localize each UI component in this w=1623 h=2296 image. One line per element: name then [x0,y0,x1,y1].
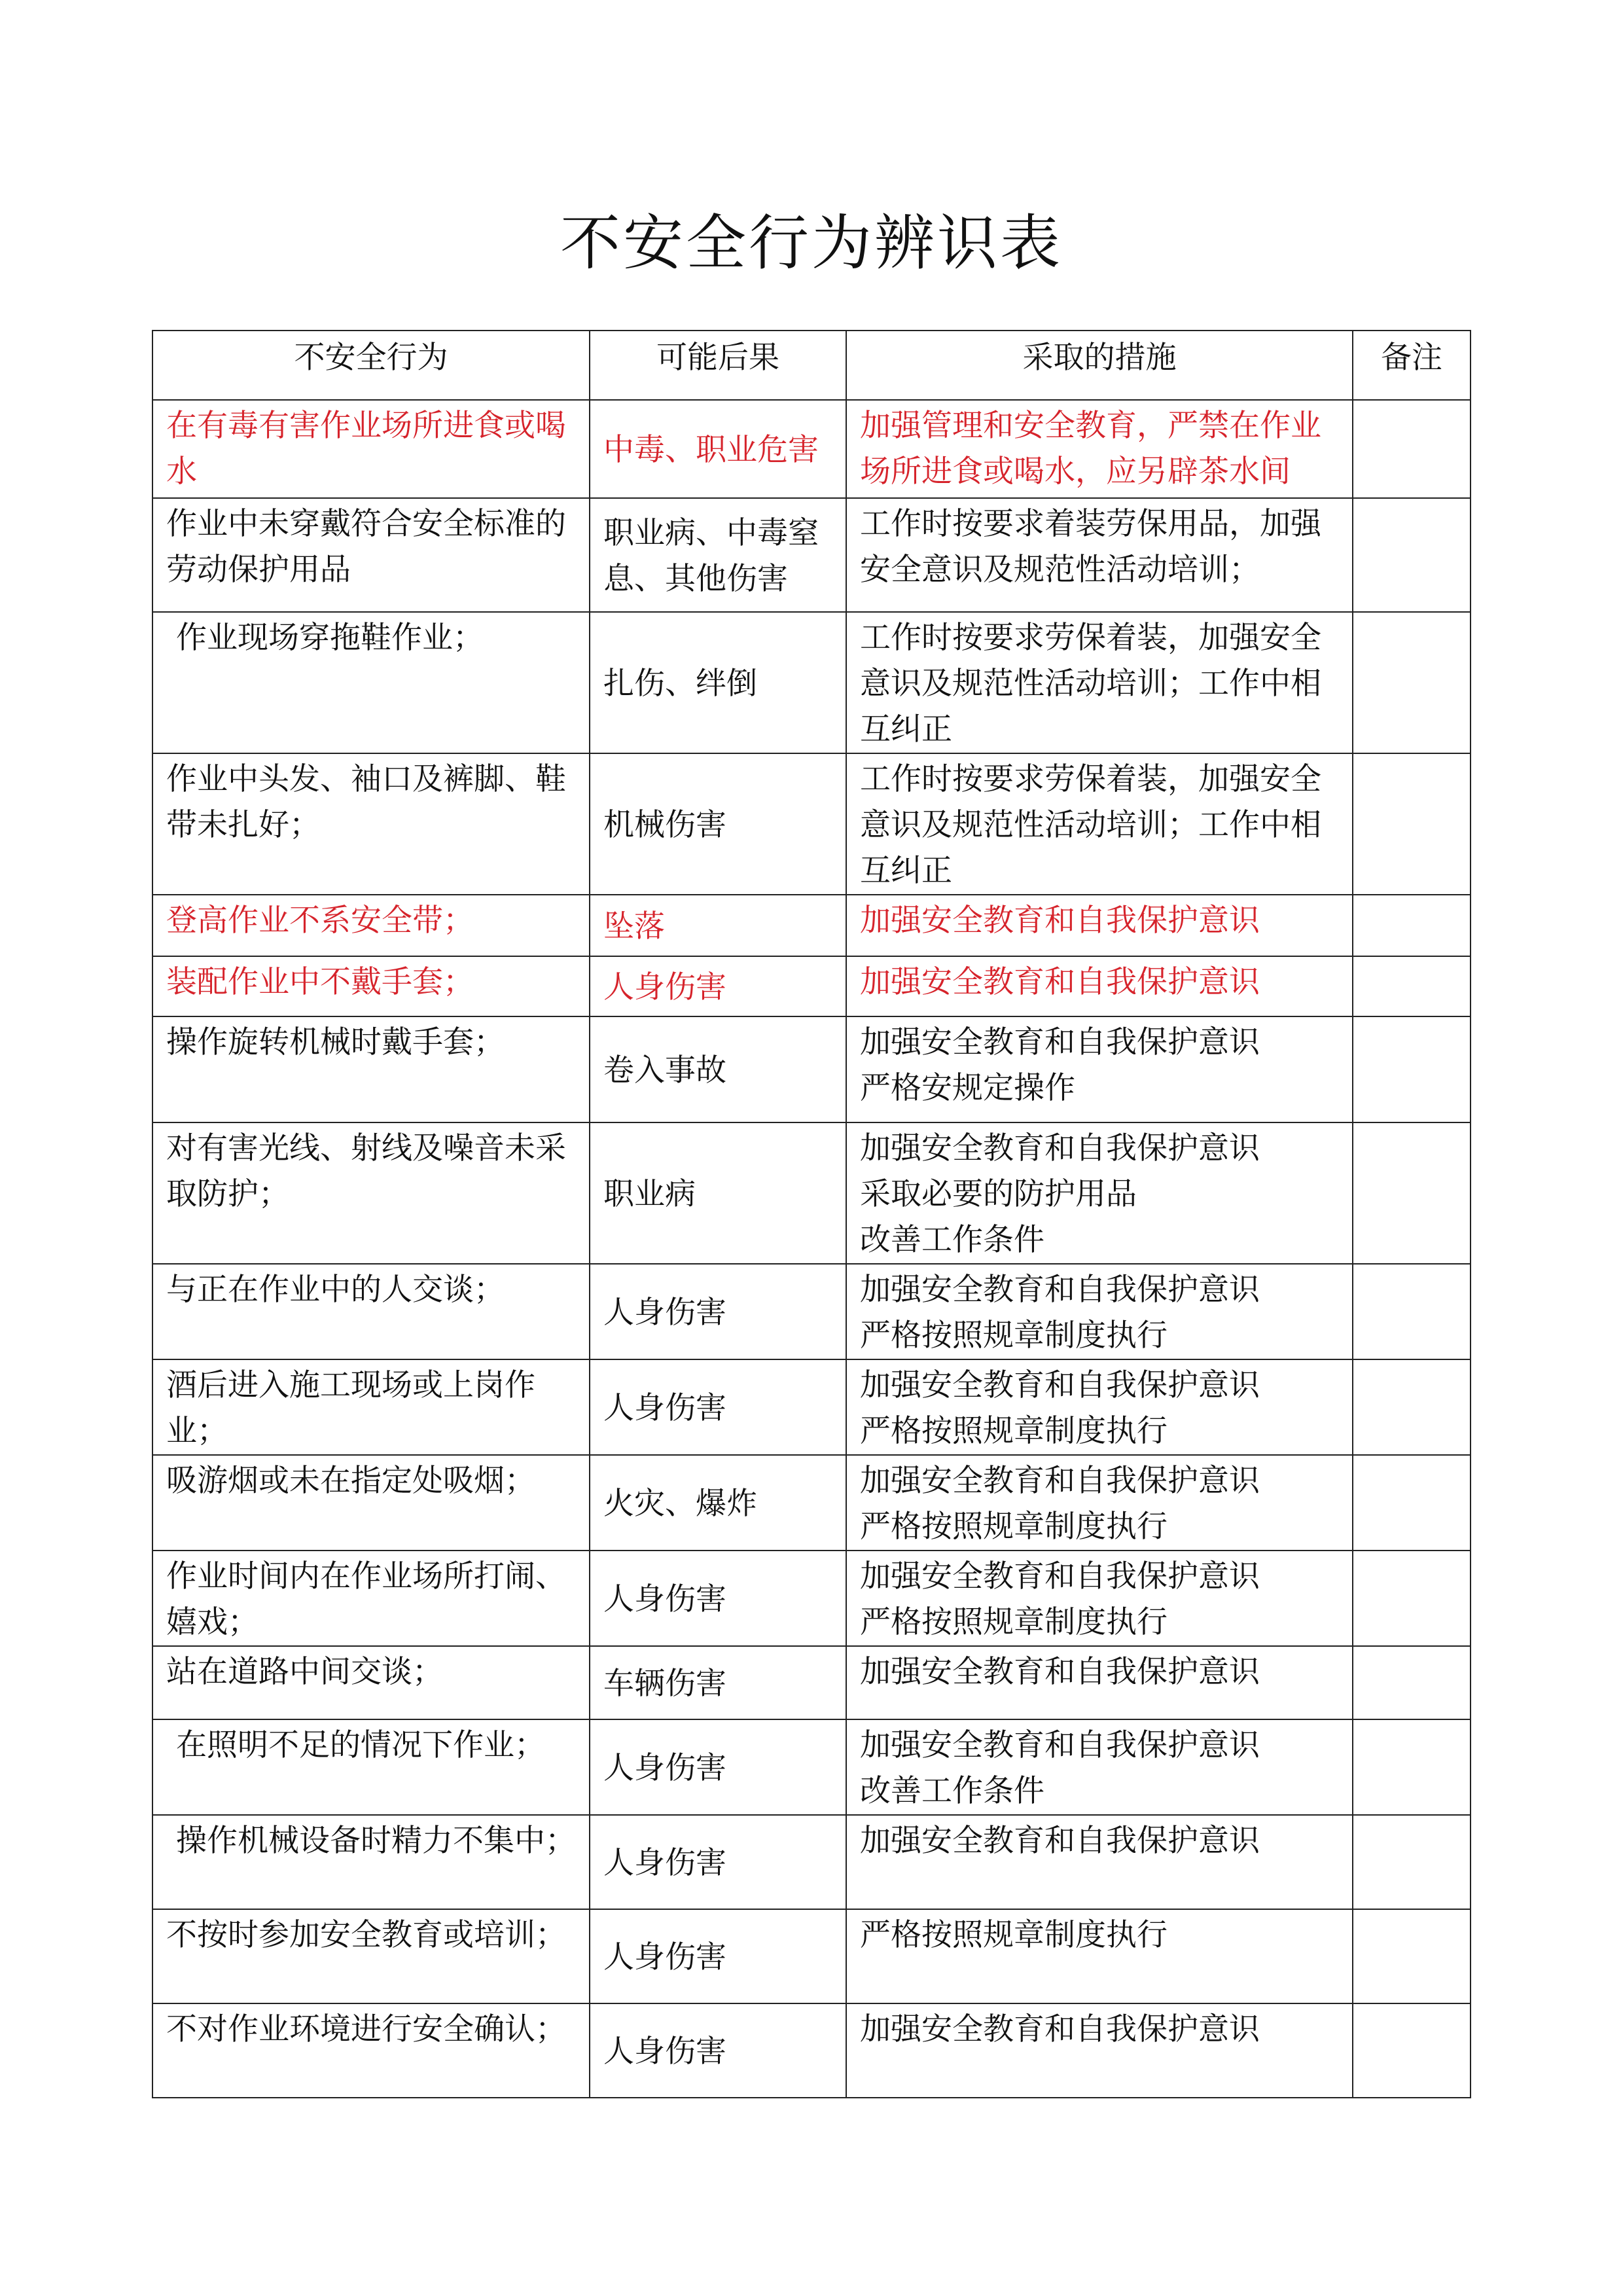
measure-line: 加强安全教育和自我保护意识 [860,1654,1260,1690]
table-row [152,956,1471,1016]
note-cell [1353,1016,1471,1122]
table-row [152,2003,1471,2098]
note-cell [1353,498,1471,612]
note-cell [1353,753,1471,895]
consequence-cell: 人身伤害 [590,956,846,1016]
behavior-cell: 作业中未穿戴符合安全标准的劳动保护用品 [152,498,590,612]
table-header-row [152,331,1471,400]
measure-line: 加强安全教育和自我保护意识 [860,1272,1260,1308]
behavior-cell: 作业现场穿拖鞋作业； [152,612,590,753]
table-row [152,1909,1471,2003]
measure-line: 加强安全教育和自我保护意识 [860,1558,1260,1594]
consequence-cell: 职业病 [590,1122,846,1264]
measure-line: 严格按照规章制度执行 [860,1604,1168,1640]
note-cell [1353,895,1471,956]
table-row [152,1122,1471,1264]
behavior-cell: 作业中头发、袖口及裤脚、鞋带未扎好； [152,753,590,895]
table-row [152,1016,1471,1122]
behavior-cell: 在照明不足的情况下作业； [152,1719,590,1815]
page-title: 不安全行为辨识表 [560,208,1063,278]
consequence-cell: 人身伤害 [590,1551,846,1646]
behavior-cell: 酒后进入施工现场或上岗作业； [152,1359,590,1455]
measure-line: 加强安全教育和自我保护意识 [860,1367,1260,1403]
measures-cell [846,956,1353,1016]
table-row [152,1646,1471,1719]
measure-line: 加强安全教育和自我保护意识 [860,903,1260,939]
consequence-cell: 车辆伤害 [590,1646,846,1719]
consequence-cell: 扎伤、绊倒 [590,612,846,753]
note-cell [1353,1551,1471,1646]
behavior-cell: 操作旋转机械时戴手套； [152,1016,590,1122]
measures-cell [846,1909,1353,2003]
measure-line: 加强安全教育和自我保护意识 [860,2011,1260,2047]
measures-cell [846,1646,1353,1719]
measures-cell [846,1719,1353,1815]
note-cell [1353,1909,1471,2003]
consequence-cell: 卷入事故 [590,1016,846,1122]
table-row [152,612,1471,753]
table-row [152,1264,1471,1359]
measures-cell [846,612,1353,753]
table-row [152,400,1471,498]
measures-cell [846,1551,1353,1646]
table-row [152,1455,1471,1551]
note-cell [1353,1122,1471,1264]
measures-cell [846,1122,1353,1264]
measures-cell [846,1815,1353,1909]
table-row [152,753,1471,895]
note-cell [1353,2003,1471,2098]
measure-line: 严格按照规章制度执行 [860,1318,1168,1354]
behavior-cell: 在有毒有害作业场所进食或喝水 [152,400,590,498]
header-note: 备注 [1353,331,1471,400]
unsafe-behavior-table [152,330,1471,2098]
behavior-cell: 吸游烟或未在指定处吸烟； [152,1455,590,1551]
behavior-cell: 装配作业中不戴手套； [152,956,590,1016]
consequence-cell: 人身伤害 [590,2003,846,2098]
measure-line: 加强安全教育和自我保护意识 [860,1024,1260,1060]
measure-line: 加强管理和安全教育，严禁在作业场所进食或喝水，应另辟茶水间 [860,408,1321,490]
note-cell [1353,1719,1471,1815]
table-row [152,895,1471,956]
measures-cell [846,400,1353,498]
note-cell [1353,1359,1471,1455]
measures-cell [846,1455,1353,1551]
table-row [152,1551,1471,1646]
measure-line: 工作时按要求着装劳保用品，加强安全意识及规范性活动培训； [860,506,1321,588]
measures-cell [846,2003,1353,2098]
behavior-cell: 不按时参加安全教育或培训； [152,1909,590,2003]
note-cell [1353,1815,1471,1909]
table-row [152,1719,1471,1815]
behavior-cell: 对有害光线、射线及噪音未采取防护； [152,1122,590,1264]
measures-cell [846,753,1353,895]
table-body [152,400,1471,2098]
measure-line: 加强安全教育和自我保护意识 [860,964,1260,1000]
consequence-cell: 人身伤害 [590,1264,846,1359]
consequence-cell: 人身伤害 [590,1815,846,1909]
measure-line: 加强安全教育和自我保护意识 [860,1727,1260,1763]
behavior-cell: 作业时间内在作业场所打闹、嬉戏； [152,1551,590,1646]
behavior-cell: 不对作业环境进行安全确认； [152,2003,590,2098]
measures-cell [846,1359,1353,1455]
measure-line: 工作时按要求劳保着装，加强安全意识及规范性活动培训；工作中相互纠正 [860,620,1321,747]
measure-line: 改善工作条件 [860,1773,1044,1809]
measures-cell [846,498,1353,612]
consequence-cell: 职业病、中毒窒息、其他伤害 [590,498,846,612]
note-cell [1353,1455,1471,1551]
measure-line: 加强安全教育和自我保护意识 [860,1463,1260,1499]
header-consequence: 可能后果 [590,331,846,400]
consequence-cell: 人身伤害 [590,1359,846,1455]
note-cell [1353,1646,1471,1719]
measure-line: 严格按照规章制度执行 [860,1917,1168,1953]
measures-cell [846,1264,1353,1359]
consequence-cell: 火灾、爆炸 [590,1455,846,1551]
consequence-cell: 人身伤害 [590,1719,846,1815]
note-cell [1353,956,1471,1016]
table-row [152,498,1471,612]
measure-line: 加强安全教育和自我保护意识 [860,1823,1260,1859]
table-row [152,1815,1471,1909]
consequence-cell: 坠落 [590,895,846,956]
behavior-cell: 登高作业不系安全带； [152,895,590,956]
measure-line: 加强安全教育和自我保护意识 [860,1130,1260,1166]
table-row [152,1359,1471,1455]
measure-line: 改善工作条件 [860,1222,1044,1258]
measure-line: 严格按照规章制度执行 [860,1413,1168,1449]
behavior-cell: 操作机械设备时精力不集中； [152,1815,590,1909]
note-cell [1353,612,1471,753]
behavior-cell: 与正在作业中的人交谈； [152,1264,590,1359]
consequence-cell: 机械伤害 [590,753,846,895]
header-behavior: 不安全行为 [152,331,590,400]
measures-cell [846,895,1353,956]
measure-line: 采取必要的防护用品 [860,1176,1137,1212]
consequence-cell: 中毒、职业危害 [590,400,846,498]
measures-cell [846,1016,1353,1122]
header-measures: 采取的措施 [846,331,1353,400]
measure-line: 严格安规定操作 [860,1070,1075,1106]
note-cell [1353,1264,1471,1359]
behavior-cell: 站在道路中间交谈； [152,1646,590,1719]
consequence-cell: 人身伤害 [590,1909,846,2003]
note-cell [1353,400,1471,498]
measure-line: 工作时按要求劳保着装，加强安全意识及规范性活动培训；工作中相互纠正 [860,761,1321,889]
measure-line: 严格按照规章制度执行 [860,1509,1168,1545]
